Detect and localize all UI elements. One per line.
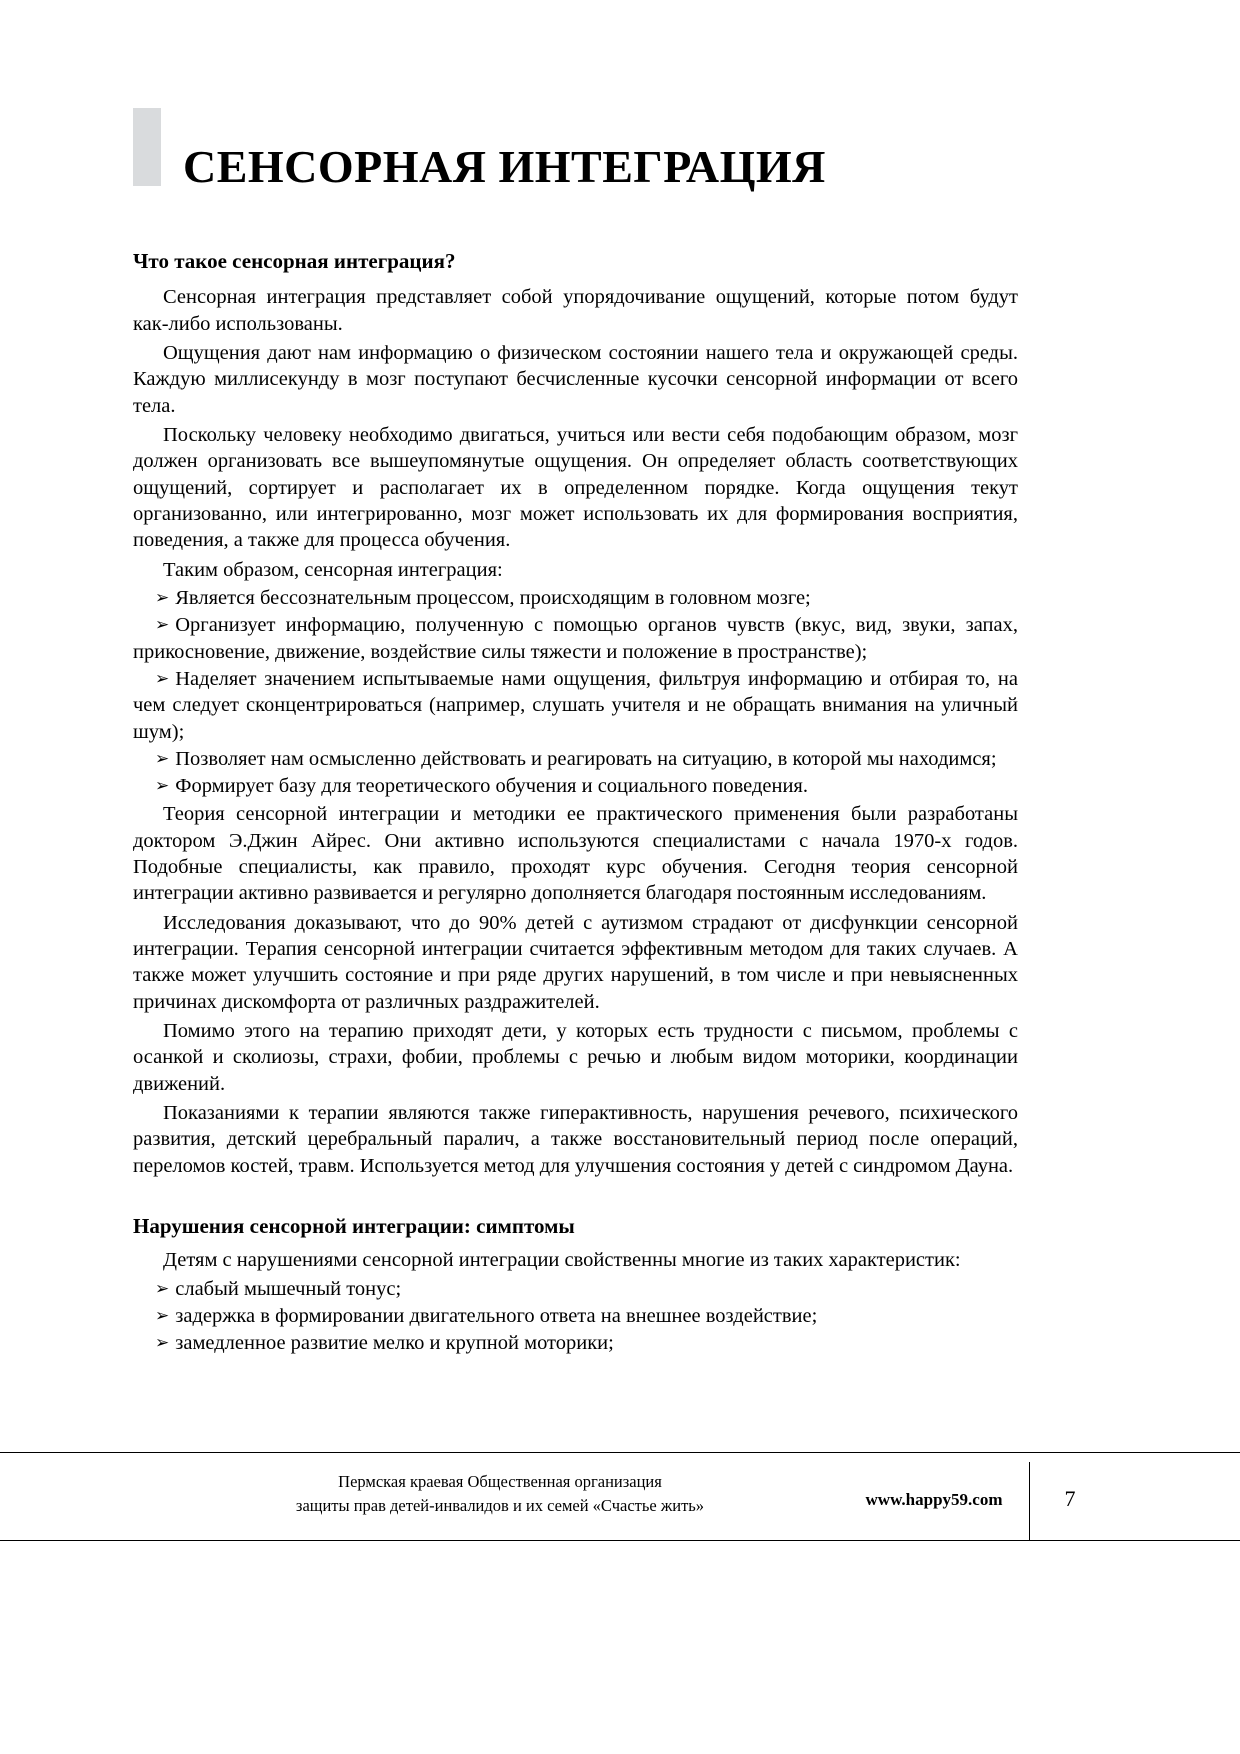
paragraph-5: Теория сенсорной интеграции и методики ее практического применения были разработаны доктором Э.Джин Айрес. Они активно используются специалистами с начала 1970‑х годов. Подобные специалисты, как правило, проходят курс обучения. Сегодня теория сенсорной интеграции активно развивается и регулярно дополняется благодаря постоянным исследованиям. (133, 803, 1018, 905)
footer-website[interactable]: www.happy59.com (865, 1490, 1003, 1509)
arrow-bullet-icon: ➢ (155, 748, 170, 769)
list-item (133, 1330, 1018, 1356)
footer-divider (1029, 1462, 1030, 1540)
paragraph-2: Ощущения дают нам информацию о физическом состоянии нашего тела и окружающей среды. Каждую миллисекунду в мозг поступают бесчисленные кусочки сенсорной информации от всего тела. (133, 341, 1018, 417)
arrow-bullet-icon: ➢ (155, 1333, 170, 1354)
page-footer (0, 1462, 1240, 1542)
arrow-bullet-icon: ➢ (155, 668, 170, 689)
footer-bottom-rule (0, 1540, 1240, 1541)
section-heading-symptoms: Нарушения сенсорной интеграции: симптомы (133, 1214, 575, 1239)
footer-top-rule (0, 1452, 1240, 1453)
arrow-bullet-icon: ➢ (155, 1278, 170, 1299)
footer-organization (150, 1470, 850, 1518)
list-item (133, 773, 1018, 799)
arrow-bullet-icon: ➢ (155, 587, 170, 608)
arrow-bullet-icon: ➢ (155, 1305, 170, 1326)
footer-organization-line-1: Пермская краевая Общественная организация (338, 1472, 662, 1491)
footer-organization-line-2: защиты прав детей-инвалидов и их семей «Счастье жить» (295, 1495, 705, 1515)
paragraph-4-list-lead-in: Таким образом, сенсорная интеграция: (163, 558, 503, 581)
paragraph-6: Исследования доказывают, что до 90% детей с аутизмом страдают от дисфункции сенсорной интеграции. Терапия сенсорной интеграции считается эффективным методом для таких случаев. А также может улучшить состояние и при ряде других нарушений, в том числе и при невыясненных причинах дискомфорта от различных раздражителей. (133, 911, 1018, 1013)
arrow-bullet-icon: ➢ (155, 776, 170, 797)
paragraph-1: Сенсорная интеграция представляет собой упорядочивание ощущений, которые потом будут как‑либо использованы. (133, 286, 1018, 335)
list-item-label: задержка в формировании двигательного ответа на внешнее воздействие; (175, 1304, 818, 1327)
list-item (133, 1303, 1018, 1329)
list-item-label: слабый мышечный тонус; (175, 1277, 402, 1300)
page-title: СЕНСОРНАЯ ИНТЕГРАЦИЯ (183, 141, 826, 192)
list-item (133, 746, 1018, 772)
list-item-label: Позволяет нам осмысленно действовать и реагировать на ситуацию, в которой мы находимся; (175, 747, 997, 770)
list-item-label: Является бессознательным процессом, происходящим в головном мозге; (175, 586, 811, 609)
title-accent-bar (133, 108, 161, 186)
page-title-row (133, 108, 826, 192)
footer-page-number: 7 (1064, 1486, 1076, 1511)
list-item (133, 612, 1018, 665)
document-body (133, 248, 1018, 1359)
arrow-bullet-icon: ➢ (155, 615, 170, 636)
section-heading-what-is: Что такое сенсорная интеграция? (133, 249, 456, 273)
list-item-label: Формирует базу для теоретического обучения и социального поведения. (175, 775, 808, 798)
paragraph-8: Показаниями к терапии являются также гиперактивность, нарушения речевого, психического развития, детский церебральный паралич, а также восстановительный период после операций, переломов костей, травм. Используется метод для улучшения состояния у детей с синдромом Дауна. (133, 1102, 1018, 1177)
list-item (133, 1276, 1018, 1302)
list-item-label: Наделяет значением испытываемые нами ощущения, фильтруя информацию и отбирая то, на чем следует сконцентрироваться (например, слушать учителя и не обращать внимания на уличный шум); (133, 667, 1018, 743)
paragraph-9-list-lead-in: Детям с нарушениями сенсорной интеграции свойственны многие из таких характеристик: (163, 1249, 961, 1272)
list-item (133, 666, 1018, 745)
list-item-label: замедленное развитие мелко и крупной моторики; (175, 1332, 614, 1355)
paragraph-7: Помимо этого на терапию приходят дети, у которых есть трудности с письмом, проблемы с осанкой и сколиозы, страхи, фобии, проблемы с речью и любым видом моторики, координации движений. (133, 1020, 1018, 1095)
paragraph-3: Поскольку человеку необходимо двигаться, учиться или вести себя подобающим образом, мозг должен организовать все вышеупомянутые ощущения. Он определяет область соответствующих ощущений, сортирует и располагает их в определенном порядке. Когда ощущения текут организованно, или интегрированно, мозг может использовать их для формирования восприятия, поведения, а также для процесса обучения. (133, 423, 1018, 552)
list-item (133, 585, 1018, 611)
list-item-label: Организует информацию, полученную с помощью органов чувств (вкус, вид, звуки, запах, прикосновение, движение, воздействие силы тяжести и положение в пространстве); (133, 614, 1018, 663)
symptoms-list (133, 1276, 1018, 1357)
sensory-integration-functions-list (133, 585, 1018, 800)
